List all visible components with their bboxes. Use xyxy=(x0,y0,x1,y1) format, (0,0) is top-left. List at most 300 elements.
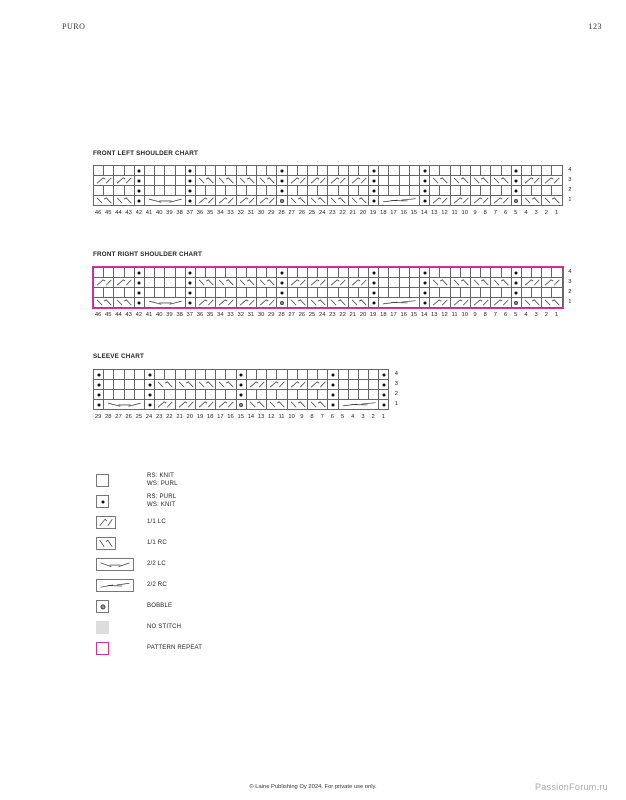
rc-1-1-cell xyxy=(430,278,440,288)
row-number: 4 xyxy=(568,269,572,275)
chart-grid xyxy=(93,165,563,206)
knit-stitch-cell xyxy=(461,268,471,278)
rc-1-1-cell xyxy=(542,298,552,308)
knit-stitch-cell xyxy=(359,186,369,196)
knit-stitch-cell xyxy=(288,186,298,196)
column-number: 25 xyxy=(308,210,316,216)
knit-stitch-cell xyxy=(318,288,328,298)
column-number: 27 xyxy=(288,210,295,216)
knit-stitch-cell xyxy=(176,196,186,206)
knit-stitch-cell xyxy=(226,400,236,410)
knit-stitch-cell xyxy=(114,166,124,176)
knit-stitch-cell xyxy=(145,166,155,176)
rc-1-1-cell xyxy=(114,196,124,206)
row-number: 2 xyxy=(394,391,399,397)
knit-stitch-cell xyxy=(288,268,298,278)
knit-stitch-cell xyxy=(267,268,277,278)
lc-1-1-cell xyxy=(176,400,186,410)
rc-2-2-cell xyxy=(379,196,389,206)
purl-stitch-cell xyxy=(420,278,430,288)
column-number: 46 xyxy=(94,210,102,216)
column-number: 16 xyxy=(227,414,234,420)
knit-stitch-cell xyxy=(277,380,287,390)
rc-1-1-cell xyxy=(308,196,318,206)
lc-1-1-cell xyxy=(522,278,532,288)
column-number: 11 xyxy=(451,312,458,318)
knit-stitch-cell xyxy=(135,380,145,390)
lc-1-1-cell xyxy=(451,196,461,206)
lc-1-1-cell xyxy=(349,278,359,288)
knit-stitch-cell xyxy=(216,186,226,196)
rc-1-1-cell xyxy=(216,380,226,390)
purl-stitch-cell xyxy=(135,298,145,308)
knit-stitch-cell xyxy=(267,176,277,186)
purl-stitch-cell xyxy=(135,278,145,288)
legend-label xyxy=(147,519,166,527)
knit-stitch-cell xyxy=(104,166,114,176)
knit-stitch-cell xyxy=(379,166,389,176)
knit-stitch-cell xyxy=(298,288,308,298)
purl-stitch-cell xyxy=(145,400,155,410)
knit-stitch-cell xyxy=(165,186,175,196)
purl-stitch-cell xyxy=(94,400,104,410)
column-number: 6 xyxy=(503,312,508,318)
row-numbers xyxy=(395,369,398,409)
knit-stitch-cell xyxy=(440,186,450,196)
lc-1-1-cell xyxy=(471,196,481,206)
knit-stitch-cell xyxy=(277,400,287,410)
column-number: 1 xyxy=(554,210,559,216)
knit-stitch-cell xyxy=(267,298,277,308)
column-number: 3 xyxy=(361,414,365,420)
knit-stitch-cell xyxy=(135,390,145,400)
knitting-chart-front-right xyxy=(93,267,572,318)
legend-label-line: WS: KNIT xyxy=(147,501,176,508)
lc-1-1-cell xyxy=(94,176,104,186)
knit-stitch-cell xyxy=(165,380,175,390)
knit-stitch-cell xyxy=(451,186,461,196)
knit-stitch-cell xyxy=(349,288,359,298)
knit-stitch-cell xyxy=(267,390,277,400)
column-number: 31 xyxy=(247,210,255,216)
row-numbers xyxy=(568,267,571,307)
column-number: 6 xyxy=(330,414,335,420)
row-number: 2 xyxy=(568,187,572,193)
lc-1-1-cell xyxy=(196,196,206,206)
knit-stitch-cell xyxy=(440,278,450,288)
lc-1-1-cell xyxy=(491,196,501,206)
knit-stitch-cell xyxy=(298,370,308,380)
knit-stitch-cell xyxy=(145,278,155,288)
knit-stitch-cell xyxy=(145,176,155,186)
knit-stitch-cell xyxy=(349,268,359,278)
knit-stitch-cell xyxy=(104,176,114,186)
knit-stitch-cell xyxy=(247,268,257,278)
rc-1-1-cell xyxy=(155,380,165,390)
knit-stitch-cell xyxy=(379,278,389,288)
chart-title: FRONT LEFT SHOULDER CHART xyxy=(93,150,199,157)
knit-stitch-cell xyxy=(267,370,277,380)
row-number: 4 xyxy=(568,167,572,173)
knit-stitch-cell xyxy=(552,186,562,196)
column-number: 5 xyxy=(514,210,518,216)
knit-stitch-cell xyxy=(451,166,461,176)
knit-stitch-cell xyxy=(552,298,562,308)
knit-stitch-cell xyxy=(247,370,257,380)
lc-1-1-cell xyxy=(247,380,257,390)
rc-1-1-cell xyxy=(491,176,501,186)
knit-stitch-cell xyxy=(125,380,135,390)
purl-symbol-icon xyxy=(96,495,109,508)
column-number: 1 xyxy=(381,414,385,420)
knit-stitch-cell xyxy=(267,278,277,288)
knit-stitch-cell xyxy=(257,288,267,298)
knit-stitch-cell xyxy=(206,268,216,278)
rc-1-1-cell xyxy=(349,196,359,206)
knit-stitch-cell xyxy=(247,176,257,186)
legend-label-line: BOBBLE xyxy=(147,603,173,609)
knit-stitch-cell xyxy=(532,298,542,308)
column-number: 17 xyxy=(217,414,224,420)
knit-stitch-cell xyxy=(359,176,369,186)
knit-stitch-cell xyxy=(461,298,471,308)
knit-stitch-cell xyxy=(471,166,481,176)
purl-stitch-cell xyxy=(135,176,145,186)
column-number: 20 xyxy=(359,210,367,216)
column-number: 7 xyxy=(493,210,498,216)
knit-stitch-cell xyxy=(125,186,135,196)
knit-stitch-cell xyxy=(125,400,135,410)
knit-stitch-cell xyxy=(359,298,369,308)
bobble-cell xyxy=(277,196,287,206)
lc-1-1-cell xyxy=(471,298,481,308)
knit-stitch-cell xyxy=(359,390,369,400)
column-number: 4 xyxy=(351,414,355,420)
column-number: 45 xyxy=(105,210,112,216)
lc-1-1-cell xyxy=(114,278,124,288)
knit-stitch-cell xyxy=(155,298,165,308)
knit-stitch-cell xyxy=(125,278,135,288)
legend-label xyxy=(147,582,167,590)
purl-stitch-cell xyxy=(277,278,287,288)
legend-label-line: RS: PURL xyxy=(147,494,177,500)
knit-stitch-cell xyxy=(502,278,512,288)
knit-stitch-cell xyxy=(389,176,399,186)
column-number: 28 xyxy=(278,312,285,318)
purl-stitch-cell xyxy=(420,176,430,186)
knit-stitch-cell xyxy=(318,176,328,186)
knit-stitch-cell xyxy=(400,196,410,206)
purl-stitch-cell xyxy=(328,400,338,410)
knit-stitch-cell xyxy=(226,166,236,176)
knit-stitch-cell xyxy=(339,278,349,288)
knit-stitch-cell xyxy=(308,186,318,196)
lc-1-1-cell xyxy=(288,176,298,186)
knit-stitch-cell xyxy=(522,268,532,278)
knit-stitch-cell xyxy=(155,390,165,400)
legend-label xyxy=(147,645,202,653)
purl-stitch-cell xyxy=(186,166,196,176)
column-number: 40 xyxy=(155,210,163,216)
knit-stitch-cell xyxy=(226,186,236,196)
knit-stitch-cell xyxy=(481,268,491,278)
knit-stitch-cell xyxy=(267,196,277,206)
lc-2-2-symbol-icon xyxy=(96,558,134,571)
column-number: 3 xyxy=(534,312,538,318)
knit-stitch-cell xyxy=(216,166,226,176)
knit-stitch-cell xyxy=(410,268,420,278)
column-number: 4 xyxy=(524,210,528,216)
knit-stitch-cell xyxy=(461,166,471,176)
purl-stitch-cell xyxy=(328,370,338,380)
chart-title: SLEEVE CHART xyxy=(93,353,145,360)
knit-stitch-cell xyxy=(542,186,552,196)
knit-stitch-cell xyxy=(532,288,542,298)
knit-stitch-cell xyxy=(94,166,104,176)
legend-item-purl xyxy=(96,494,177,508)
copyright-footer: © Laine Publishing Oy 2024. For private use only. xyxy=(249,784,377,790)
legend-label-line: PATTERN REPEAT xyxy=(147,645,203,651)
knit-stitch-cell xyxy=(471,268,481,278)
rc-1-1-symbol-icon xyxy=(96,537,116,550)
knit-stitch-cell xyxy=(298,390,308,400)
column-number: 19 xyxy=(196,414,204,420)
watermark-text: PassionForum.ru xyxy=(534,782,608,792)
knit-stitch-cell xyxy=(176,176,186,186)
knit-stitch-cell xyxy=(155,288,165,298)
purl-stitch-cell xyxy=(186,176,196,186)
legend-label-line: 2/2 RC xyxy=(147,582,167,588)
rc-2-2-symbol-icon xyxy=(96,579,134,592)
purl-stitch-cell xyxy=(512,176,522,186)
legend-label-line: 1/1 LC xyxy=(147,519,166,525)
rc-1-1-cell xyxy=(471,278,481,288)
column-number: 27 xyxy=(115,414,122,420)
knit-stitch-cell xyxy=(502,176,512,186)
rc-1-1-cell xyxy=(94,298,104,308)
rc-1-1-cell xyxy=(308,298,318,308)
rc-1-1-cell xyxy=(216,176,226,186)
column-number: 39 xyxy=(166,312,173,318)
knit-stitch-cell xyxy=(502,288,512,298)
knit-stitch-cell xyxy=(226,298,236,308)
rc-1-1-cell xyxy=(542,196,552,206)
column-number: 8 xyxy=(310,414,314,420)
knit-stitch-cell xyxy=(440,288,450,298)
row-number: 3 xyxy=(394,381,399,387)
purl-stitch-cell xyxy=(237,380,247,390)
knit-stitch-cell xyxy=(440,166,450,176)
knit-stitch-cell xyxy=(379,268,389,278)
purl-stitch-cell xyxy=(420,298,430,308)
column-number: 17 xyxy=(390,210,397,216)
rc-1-1-cell xyxy=(451,278,461,288)
knit-stitch-cell xyxy=(247,186,257,196)
rc-1-1-cell xyxy=(288,298,298,308)
knit-stitch-cell xyxy=(502,268,512,278)
rc-2-2-cell xyxy=(379,298,389,308)
rc-1-1-cell xyxy=(267,400,277,410)
column-number: 13 xyxy=(257,414,265,420)
knit-stitch-cell xyxy=(135,400,145,410)
knit-stitch-cell xyxy=(196,390,206,400)
purl-stitch-cell xyxy=(135,288,145,298)
column-number: 37 xyxy=(186,210,193,216)
knit-stitch-cell xyxy=(339,288,349,298)
column-number: 9 xyxy=(300,414,304,420)
knit-stitch-cell xyxy=(206,370,216,380)
knit-stitch-cell xyxy=(155,196,165,206)
column-number: 32 xyxy=(237,210,244,216)
purl-stitch-cell xyxy=(420,186,430,196)
knit-stitch-cell xyxy=(165,166,175,176)
column-number: 34 xyxy=(217,312,224,318)
knit-stitch-cell xyxy=(339,370,349,380)
knit-stitch-cell xyxy=(410,278,420,288)
knit-stitch-cell xyxy=(552,288,562,298)
knit-stitch-cell xyxy=(308,288,318,298)
purl-stitch-cell xyxy=(369,288,379,298)
knit-stitch-cell xyxy=(389,268,399,278)
knit-stitch-cell xyxy=(145,186,155,196)
column-number: 43 xyxy=(125,210,132,216)
knit-stitch-cell xyxy=(369,390,379,400)
knit-stitch-cell xyxy=(196,268,206,278)
purl-stitch-cell xyxy=(420,268,430,278)
knit-stitch-cell xyxy=(257,370,267,380)
column-number: 23 xyxy=(329,210,336,216)
knit-stitch-cell xyxy=(532,186,542,196)
knit-stitch-cell xyxy=(349,380,359,390)
purl-stitch-cell xyxy=(369,268,379,278)
knit-stitch-cell xyxy=(349,186,359,196)
knit-stitch-cell xyxy=(451,288,461,298)
knit-stitch-cell xyxy=(237,268,247,278)
lc-1-1-cell xyxy=(237,298,247,308)
bobble-symbol-icon xyxy=(96,600,109,613)
knit-stitch-cell xyxy=(226,390,236,400)
chart-title: FRONT RIGHT SHOULDER CHART xyxy=(93,251,203,258)
no-stitch-symbol-icon xyxy=(96,621,109,634)
knit-stitch-cell xyxy=(247,196,257,206)
knit-stitch-cell xyxy=(145,268,155,278)
column-number: 20 xyxy=(186,414,193,420)
column-number: 44 xyxy=(115,312,122,318)
knit-stitch-cell xyxy=(502,186,512,196)
purl-stitch-cell xyxy=(277,268,287,278)
knit-stitch-cell xyxy=(237,186,247,196)
knit-stitch-cell xyxy=(552,268,562,278)
lc-1-1-cell xyxy=(522,176,532,186)
rc-1-1-cell xyxy=(308,400,318,410)
knit-stitch-cell xyxy=(369,400,379,410)
knit-stitch-cell xyxy=(104,380,114,390)
knit-stitch-cell xyxy=(339,196,349,206)
purl-stitch-cell xyxy=(186,268,196,278)
column-number: 41 xyxy=(145,312,153,318)
knit-stitch-cell xyxy=(359,288,369,298)
knit-stitch-cell xyxy=(186,390,196,400)
row-number: 3 xyxy=(568,177,572,183)
column-number: 30 xyxy=(257,312,265,318)
purl-stitch-cell xyxy=(186,278,196,288)
column-number: 36 xyxy=(196,312,204,318)
rc-1-1-cell xyxy=(288,400,298,410)
knit-stitch-cell xyxy=(359,400,369,410)
knit-stitch-cell xyxy=(237,166,247,176)
lc-1-1-cell xyxy=(430,298,440,308)
knit-stitch-cell xyxy=(328,186,338,196)
knit-stitch-cell xyxy=(308,166,318,176)
column-number: 6 xyxy=(503,210,508,216)
column-number: 25 xyxy=(135,414,143,420)
column-number: 42 xyxy=(135,210,143,216)
rc-1-1-cell xyxy=(94,196,104,206)
knit-stitch-cell xyxy=(165,390,175,400)
knit-stitch-cell xyxy=(532,278,542,288)
knit-stitch-cell xyxy=(176,186,186,196)
column-number: 7 xyxy=(493,312,498,318)
knit-stitch-cell xyxy=(176,166,186,176)
purl-stitch-cell xyxy=(420,288,430,298)
lc-1-1-cell xyxy=(196,400,206,410)
column-number: 43 xyxy=(125,312,132,318)
knit-stitch-cell xyxy=(389,278,399,288)
knit-stitch-cell xyxy=(257,380,267,390)
knit-stitch-cell xyxy=(94,268,104,278)
knit-stitch-cell xyxy=(226,380,236,390)
knit-stitch-cell xyxy=(247,278,257,288)
knit-stitch-cell xyxy=(410,176,420,186)
lc-1-1-cell xyxy=(349,176,359,186)
knit-stitch-cell xyxy=(339,390,349,400)
knit-stitch-cell xyxy=(339,268,349,278)
knit-stitch-cell xyxy=(379,186,389,196)
knit-stitch-cell xyxy=(206,288,216,298)
knit-symbol-icon xyxy=(96,474,109,487)
knit-stitch-cell xyxy=(552,278,562,288)
purl-stitch-cell xyxy=(145,390,155,400)
knit-stitch-cell xyxy=(461,196,471,206)
knit-stitch-cell xyxy=(430,268,440,278)
knit-stitch-cell xyxy=(176,370,186,380)
legend-label-line: 1/1 RC xyxy=(147,540,167,546)
knit-stitch-cell xyxy=(318,166,328,176)
knit-stitch-cell xyxy=(491,166,501,176)
legend-item-rc22 xyxy=(96,579,167,592)
knit-stitch-cell xyxy=(298,380,308,390)
knit-stitch-cell xyxy=(277,390,287,400)
lc-1-1-cell xyxy=(542,278,552,288)
column-number: 21 xyxy=(176,414,183,420)
knit-stitch-cell xyxy=(389,298,399,308)
knit-stitch-cell xyxy=(165,400,175,410)
rc-1-1-cell xyxy=(196,278,206,288)
knit-stitch-cell xyxy=(502,196,512,206)
rc-1-1-cell xyxy=(349,298,359,308)
knit-stitch-cell xyxy=(339,186,349,196)
column-number: 24 xyxy=(318,210,326,216)
purl-stitch-cell xyxy=(186,186,196,196)
knit-stitch-cell xyxy=(400,288,410,298)
knit-stitch-cell xyxy=(226,268,236,278)
purl-stitch-cell xyxy=(135,186,145,196)
knit-stitch-cell xyxy=(247,288,257,298)
purl-stitch-cell xyxy=(186,288,196,298)
column-number: 14 xyxy=(247,414,255,420)
lc-1-1-cell xyxy=(308,176,318,186)
knit-stitch-cell xyxy=(318,186,328,196)
